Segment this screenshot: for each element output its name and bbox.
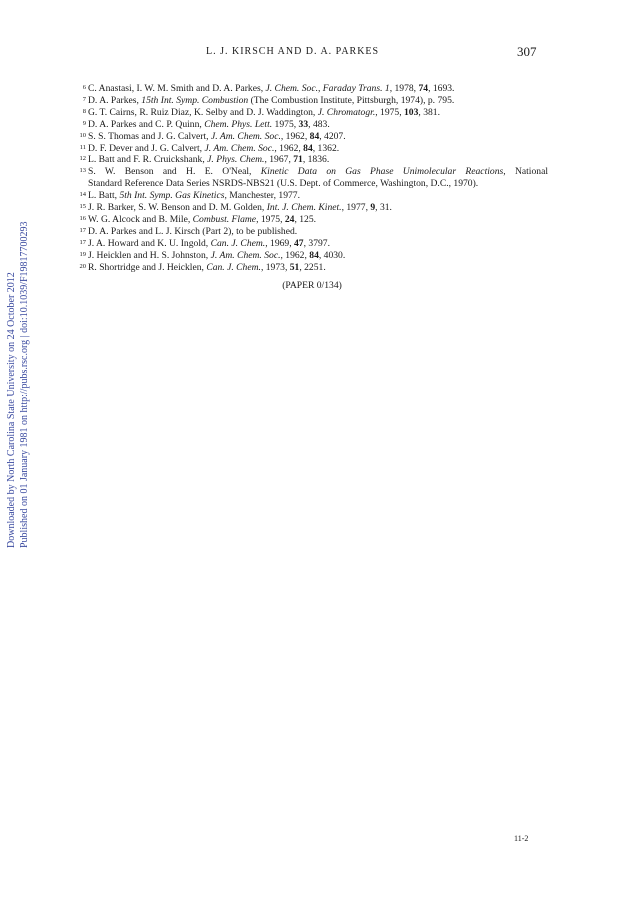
paper-id: (PAPER 0/134) (282, 280, 342, 291)
reference-number: 14 (79, 191, 86, 199)
reference-number: 17 (79, 238, 86, 246)
reference-number: 8 (82, 107, 86, 115)
reference-item (78, 166, 548, 190)
reference-item (78, 119, 548, 131)
reference-text: D. A. Parkes and L. J. Kirsch (Part 2), to be published. (88, 225, 298, 237)
reference-text: J. Heicklen and H. S. Johnston, J. Am. Chem. Soc., 1962, 84, 4030. (88, 249, 346, 261)
reference-number: 20 (79, 262, 86, 270)
reference-text: W. G. Alcock and B. Mile, Combust. Flame, 1975, 24, 125. (88, 213, 317, 225)
stamp-line-published: Published on 01 January 1981 on http://pubs.rsc.org | doi:10.1039/F19817700293 (19, 221, 30, 548)
reference-number: 16 (79, 214, 86, 222)
reference-item (78, 107, 548, 119)
reference-number: 19 (79, 250, 86, 258)
reference-text: R. Shortridge and J. Heicklen, Can. J. Chem., 1973, 51, 2251. (88, 261, 326, 273)
reference-text: J. R. Barker, S. W. Benson and D. M. Golden, Int. J. Chem. Kinet., 1977, 9, 31. (88, 202, 392, 214)
page-header (0, 44, 624, 60)
stamp-line-downloaded: Downloaded by North Carolina State University on 24 October 2012 (6, 272, 17, 548)
reference-item (78, 83, 548, 95)
page-number: 307 (517, 44, 537, 59)
reference-item (78, 238, 548, 250)
running-head: L. J. KIRSCH AND D. A. PARKES (206, 46, 380, 57)
download-stamp (0, 0, 38, 912)
reference-number: 13 (79, 167, 86, 175)
reference-item (78, 95, 548, 107)
reference-number: 11 (79, 143, 86, 151)
reference-text: S. S. Thomas and J. G. Calvert, J. Am. Chem. Soc., 1962, 84, 4207. (88, 130, 346, 142)
reference-text: D. A. Parkes, 15th Int. Symp. Combustion (The Combustion Institute, Pittsburgh, 1974), p. 795. (88, 94, 455, 106)
reference-item (78, 250, 548, 262)
reference-text: J. A. Howard and K. U. Ingold, Can. J. Chem., 1969, 47, 3797. (88, 237, 330, 249)
reference-number: 15 (79, 203, 86, 211)
reference-text: S. W. Benson and H. E. O'Neal, Kinetic Data on Gas Phase Unimolecular Reactions, National (88, 166, 548, 178)
reference-text: D. F. Dever and J. G. Calvert, J. Am. Chem. Soc., 1962, 84, 1362. (88, 142, 340, 154)
footer-signature-mark: 11-2 (514, 834, 529, 843)
reference-item (78, 131, 548, 143)
reference-item (78, 154, 548, 166)
reference-item (78, 202, 548, 214)
reference-item (78, 143, 548, 155)
reference-number: 17 (79, 226, 86, 234)
reference-text: C. Anastasi, I. W. M. Smith and D. A. Parkes, J. Chem. Soc., Faraday Trans. 1, 1978, 74, 1693. (88, 83, 455, 94)
reference-number: 10 (79, 131, 86, 139)
reference-text: G. T. Cairns, R. Ruiz Diaz, K. Selby and D. J. Waddington, J. Chromatogr., 1975, 103, 381. (88, 106, 440, 118)
reference-text: D. A. Parkes and C. P. Quinn, Chem. Phys. Lett. 1975, 33, 483. (88, 118, 330, 130)
reference-number: 6 (82, 84, 86, 91)
reference-text-continued: Standard Reference Data Series NSRDS-NBS21 (U.S. Dept. of Commerce, Washington, D.C., 1970). (88, 178, 479, 190)
reference-item (78, 190, 548, 202)
reference-item (78, 214, 548, 226)
reference-item (78, 226, 548, 238)
reference-number: 9 (82, 119, 86, 127)
reference-number: 12 (79, 155, 86, 163)
reference-list (78, 83, 548, 274)
reference-number: 7 (82, 95, 86, 103)
reference-item (78, 262, 548, 274)
reference-text: L. Batt and F. R. Cruickshank, J. Phys. Chem., 1967, 71, 1836. (88, 154, 330, 166)
reference-text: L. Batt, 5th Int. Symp. Gas Kinetics, Manchester, 1977. (88, 190, 300, 202)
